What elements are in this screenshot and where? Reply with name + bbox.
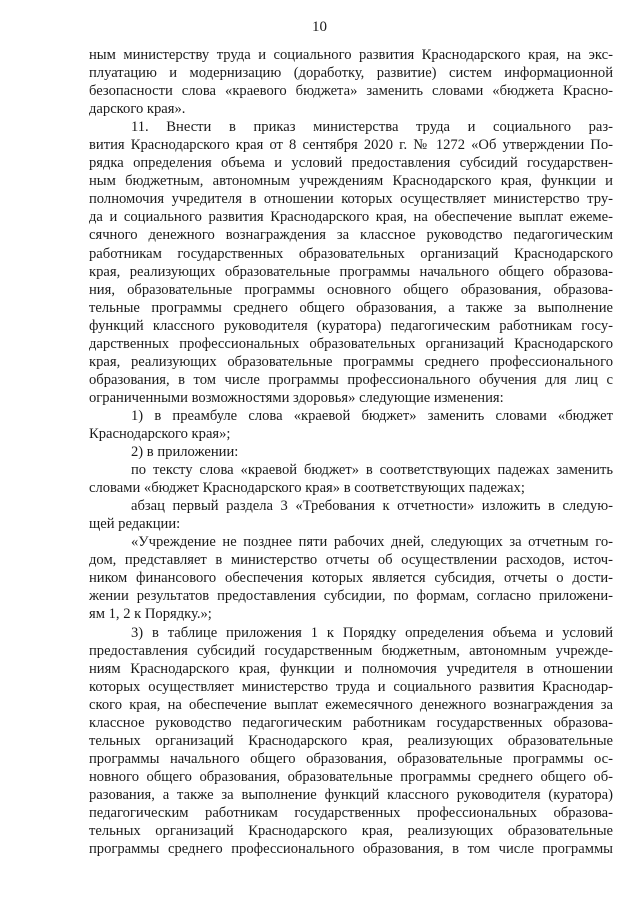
text-line: программы среднего профессионального образования, в том числе программы xyxy=(89,841,613,858)
text-line: ником финансового обеспечения которых является субсидия, отчеты о дости- xyxy=(89,570,613,587)
text-line: новного общего образования, образовательные программы среднего общего об- xyxy=(89,768,613,785)
text-line: да и социального развития Краснодарского края, на обеспечение выплат ежеме- xyxy=(89,209,613,226)
text-line: щей редакции: xyxy=(89,516,181,533)
text-line: ным бюджетным, автономным учреждениям Краснодарского края, функции и xyxy=(89,173,613,190)
text-line: дом, представляет в министерство отчеты об осуществлении расходов, источ- xyxy=(89,552,613,569)
text-line: вития Краснодарского края от 8 сентября 2020 г. № 1272 «Об утверждении По- xyxy=(89,137,613,154)
text-line: работникам государственных образовательных организаций Краснодарского xyxy=(89,245,613,262)
text-line: жении результатов предоставления субсидии, по формам, согласно приложени- xyxy=(89,588,613,605)
text-line: Краснодарского края»; xyxy=(89,425,231,442)
text-line: по тексту слова «краевой бюджет» в соответствующих падежах заменить xyxy=(131,462,613,479)
text-line: ского края, на обеспечение выплат ежемесячного денежного вознаграждения за xyxy=(89,696,613,713)
text-line: «Учреждение не позднее пяти рабочих дней, следующих за отчетным го- xyxy=(131,534,613,551)
text-line: сячного денежного вознаграждения за классное руководство педагогическим xyxy=(89,227,613,244)
text-line: предоставления субсидий государственным бюджетным, автономным учрежде- xyxy=(89,642,613,659)
text-line: программы начального общего образования, образовательные программы ос- xyxy=(89,750,613,767)
text-line: классное руководство педагогическим работникам государственных образова- xyxy=(89,714,613,731)
text-line: функций классного руководителя (куратора) педагогическим работникам госу- xyxy=(89,317,613,334)
text-line: 1) в преамбуле слова «краевой бюджет» заменить словами «бюджет xyxy=(131,407,613,424)
text-line: разования, а также за выполнение функций классного руководителя (куратора) xyxy=(89,786,613,803)
text-line: абзац первый раздела 3 «Требования к отчетности» изложить в следую- xyxy=(131,498,613,515)
text-line: дарского края». xyxy=(89,101,186,118)
text-line: образования, в том числе программы профессионального обучения для лиц с xyxy=(89,371,613,388)
text-line: края, реализующих образовательные программы начального общего образова- xyxy=(89,263,613,280)
text-line: ниям Краснодарского края, функции и полномочия учредителя в отношении xyxy=(89,660,613,677)
text-line: ния, образовательные программы основного общего образования, образова- xyxy=(89,281,613,298)
text-line: ограниченными возможностями здоровья» следующие изменения: xyxy=(89,389,504,406)
text-line: дарственных профессиональных образовательных организаций Краснодарского xyxy=(89,335,613,352)
text-line: тельные программы среднего общего образования, а также за выполнение xyxy=(89,299,613,316)
text-line: плуатацию и модернизацию (доработку, развитие) систем информационной xyxy=(89,65,613,82)
text-line: 2) в приложении: xyxy=(131,444,239,461)
text-line: 3) в таблице приложения 1 к Порядку определения объема и условий xyxy=(131,624,613,641)
text-line: ям 1, 2 к Порядку.»; xyxy=(89,606,212,623)
text-line: тельных организаций Краснодарского края, реализующих образовательные xyxy=(89,732,613,749)
text-line: рядка определения объема и условий предоставления субсидий государствен- xyxy=(89,155,613,172)
text-line: которых осуществляет министерство труда и социального развития Краснодар- xyxy=(89,678,613,695)
text-line: педагогическим работникам государственных профессиональных образова- xyxy=(89,804,613,821)
document-body xyxy=(89,46,613,858)
page-number: 10 xyxy=(312,19,327,35)
text-line: полномочия учредителя в отношении которых осуществляет министерство тру- xyxy=(89,191,613,208)
text-line: 11. Внести в приказ министерства труда и социального раз- xyxy=(131,119,613,136)
text-line: ным министерству труда и социального развития Краснодарского края, на экс- xyxy=(89,47,613,63)
text-line: тельных организаций Краснодарского края, реализующих образовательные xyxy=(89,823,613,840)
text-line: безопасности слова «краевого бюджета» заменить словами «бюджета Красно- xyxy=(89,83,613,100)
text-line: словами «бюджет Краснодарского края» в соответствующих падежах; xyxy=(89,480,525,497)
text-line: края, реализующих образовательные программы среднего профессионального xyxy=(89,353,613,370)
